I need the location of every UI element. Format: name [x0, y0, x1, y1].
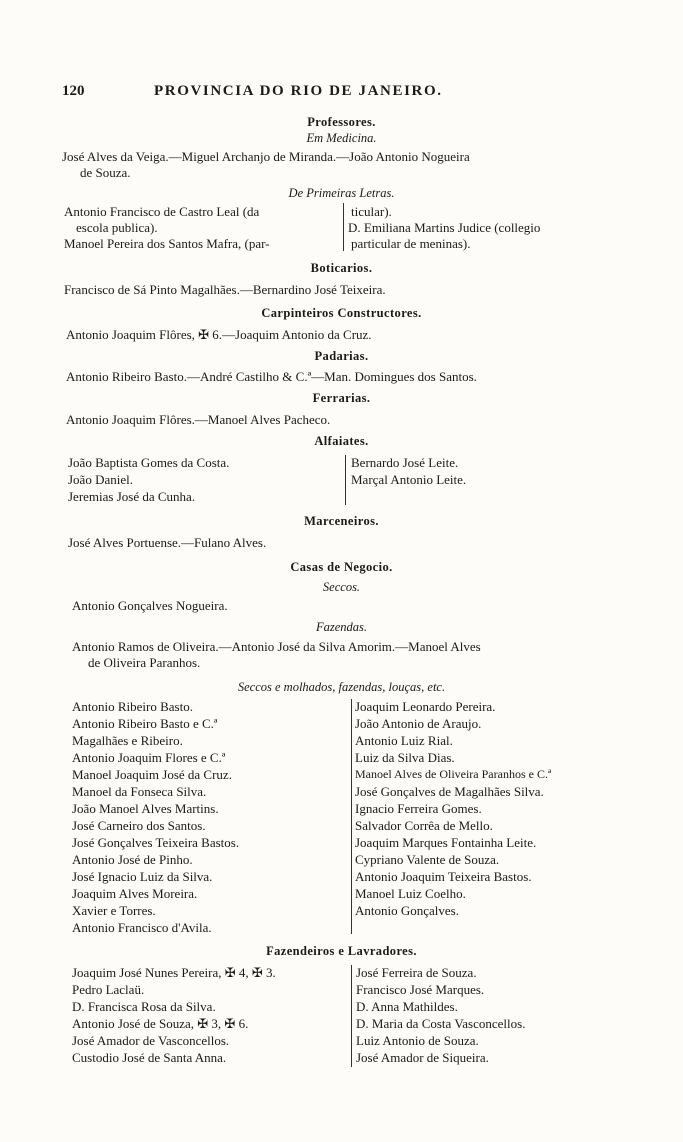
text-line: Bernardo José Leite. [351, 455, 459, 470]
text-line: Antonio Gonçalves. [355, 903, 459, 918]
column-divider [345, 455, 346, 505]
text-line: Manoel Alves de Oliveira Paranhos e C.ª [355, 767, 552, 781]
text-line: Custodio José de Santa Anna. [72, 1050, 227, 1065]
text-line: D. Anna Mathildes. [356, 999, 458, 1014]
text-line: Antonio Joaquim Flores e C.ª [72, 750, 226, 765]
text-line: Antonio Francisco de Castro Leal (da [64, 204, 260, 219]
subheading-seccos-molhados: Seccos e molhados, fazendas, louças, etc. [237, 680, 446, 694]
text-line: Antonio Ramos de Oliveira.—Antonio José da Silva Amorim.—Manoel Alves [72, 639, 481, 654]
text-line: Marçal Antonio Leite. [351, 472, 467, 487]
section-heading-professores: Professores. [307, 115, 376, 129]
text-line: José Alves da Veiga.—Miguel Archanjo de Miranda.—João Antonio Nogueira [62, 149, 470, 164]
text-line: Pedro Laclaü. [72, 982, 145, 997]
section-heading-fazendeiros: Fazendeiros e Lavradores. [266, 944, 417, 958]
text-line: Joaquim Leonardo Pereira. [355, 699, 496, 714]
text-line: Joaquim Alves Moreira. [72, 886, 198, 901]
column-divider [343, 203, 344, 251]
section-heading-ferrarias: Ferrarias. [312, 391, 371, 405]
text-line: Luiz da Silva Dias. [355, 750, 455, 765]
text-line: João Baptista Gomes da Costa. [68, 455, 230, 470]
subheading-seccos: Seccos. [322, 580, 361, 594]
text-line: José Amador de Siqueira. [356, 1050, 489, 1065]
text-line: D. Emiliana Martins Judice (collegio [348, 220, 541, 235]
text-line: Manoel Pereira dos Santos Mafra, (par- [64, 236, 270, 251]
text-line: D. Maria da Costa Vasconcellos. [356, 1016, 526, 1031]
text-line: Manoel Luiz Coelho. [355, 886, 466, 901]
text-line: de Oliveira Paranhos. [88, 655, 201, 670]
text-line: José Carneiro dos Santos. [72, 818, 206, 833]
text-line: ticular). [351, 204, 392, 219]
text-line: José Gonçalves de Magalhães Silva. [355, 784, 544, 799]
text-line: Manoel da Fonseca Silva. [72, 784, 207, 799]
subheading-primeiras-letras: De Primeiras Letras. [288, 186, 395, 200]
text-line: Jeremias José da Cunha. [68, 489, 196, 504]
text-line: João Antonio de Araujo. [355, 716, 482, 731]
page-title: PROVINCIA DO RIO DE JANEIRO. [154, 83, 443, 99]
text-line: Ignacio Ferreira Gomes. [355, 801, 482, 816]
text-line: Antonio José de Souza, ✠ 3, ✠ 6. [72, 1016, 249, 1031]
text-line: Magalhães e Ribeiro. [72, 733, 183, 748]
text-line: José Alves Portuense.—Fulano Alves. [68, 535, 267, 550]
text-line: Antonio Francisco d'Avila. [72, 920, 212, 935]
text-line: João Daniel. [68, 472, 133, 487]
text-line: Antonio José de Pinho. [72, 852, 193, 867]
text-line: Antonio Ribeiro Basto. [72, 699, 193, 714]
text-line: Salvador Corrêa de Mello. [355, 818, 493, 833]
text-line: Antonio Ribeiro Basto e C.ª [72, 716, 218, 731]
text-line: Luiz Antonio de Souza. [356, 1033, 479, 1048]
text-line: Cypriano Valente de Souza. [355, 852, 500, 867]
text-line: Francisco de Sá Pinto Magalhães.—Bernardino José Teixeira. [64, 282, 386, 297]
text-line: de Souza. [80, 165, 131, 180]
text-line: Antonio Gonçalves Nogueira. [72, 598, 228, 613]
text-line: João Manoel Alves Martins. [72, 801, 219, 816]
text-line: Xavier e Torres. [72, 903, 156, 918]
section-heading-marceneiros: Marceneiros. [304, 514, 379, 528]
text-line: D. Francisca Rosa da Silva. [72, 999, 216, 1014]
text-line: Manoel Joaquim José da Cruz. [72, 767, 232, 782]
section-heading-padarias: Padarias. [314, 349, 369, 363]
page-header [62, 83, 622, 105]
column-divider [351, 965, 352, 1067]
text-line: escola publica). [76, 220, 158, 235]
page-number: 120 [62, 83, 85, 99]
section-heading-alfaiates: Alfaiates. [314, 434, 369, 448]
text-line: Joaquim Marques Fontainha Leite. [355, 835, 537, 850]
text-line: José Gonçalves Teixeira Bastos. [72, 835, 240, 850]
text-line: José Amador de Vasconcellos. [72, 1033, 230, 1048]
text-line: Francisco José Marques. [356, 982, 485, 997]
text-line: Antonio Joaquim Flôres, ✠ 6.—Joaquim Antonio da Cruz. [66, 327, 372, 342]
text-line: Antonio Ribeiro Basto.—André Castilho & C.ª—Man. Domingues dos Santos. [66, 369, 477, 384]
text-line: particular de meninas). [351, 236, 471, 251]
text-line: José Ferreira de Souza. [356, 965, 477, 980]
section-heading-carpinteiros: Carpinteiros Constructores. [261, 306, 422, 320]
column-divider [351, 699, 352, 934]
text-line: Antonio Joaquim Teixeira Bastos. [355, 869, 532, 884]
text-line: Antonio Luiz Rial. [355, 733, 453, 748]
text-line: José Ignacio Luiz da Silva. [72, 869, 213, 884]
subheading-fazendas: Fazendas. [315, 620, 368, 634]
section-heading-negocio: Casas de Negocio. [290, 560, 393, 574]
text-line: Antonio Joaquim Flôres.—Manoel Alves Pacheco. [66, 412, 331, 427]
text-line: Joaquim José Nunes Pereira, ✠ 4, ✠ 3. [72, 965, 276, 980]
subheading-medicina: Em Medicina. [306, 131, 377, 145]
section-heading-boticarios: Boticarios. [310, 261, 373, 275]
